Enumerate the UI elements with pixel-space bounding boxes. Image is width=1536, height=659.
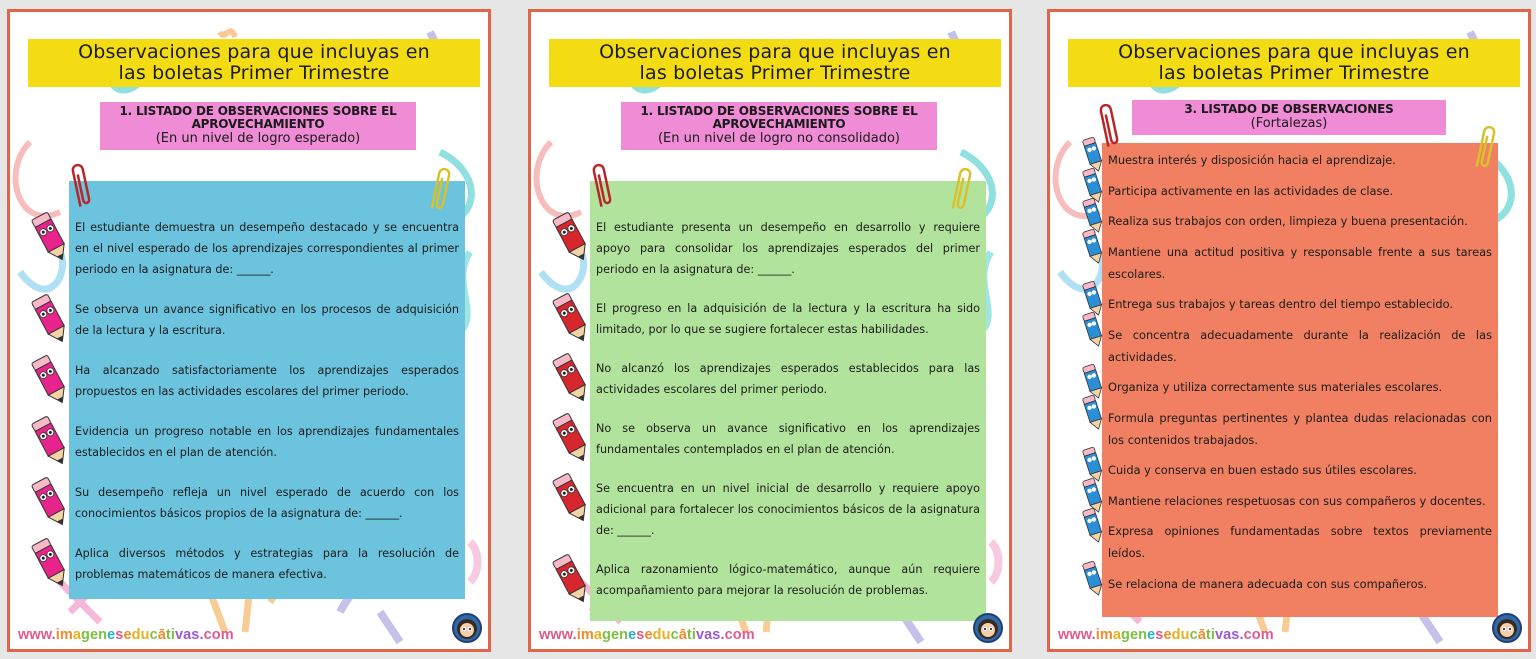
page-fortalezas (1047, 9, 1531, 652)
observation-item (1108, 459, 1492, 481)
red-paperclip-icon (1098, 100, 1120, 150)
title-line-1: Observaciones para que incluyas en (78, 41, 430, 63)
url-part: c (1189, 627, 1198, 643)
subtitle-heading-line-1: 1. LISTADO DE OBSERVACIONES SOBRE EL (119, 104, 397, 118)
url-part: du (652, 627, 671, 643)
observation-text: El progreso en la adquisición de la lectura y la escritura ha sido limitado, por lo que se sugiere fortalecer estas habilidades. (596, 302, 980, 336)
observation-text: Expresa opiniones fundamentadas sobre textos previamente leídos. (1108, 524, 1492, 560)
url-part: im (55, 627, 73, 643)
observations-panel (1102, 143, 1498, 617)
observation-item (596, 478, 980, 541)
url-part: a (1112, 627, 1122, 643)
url-part: e (1147, 627, 1156, 643)
url-part: ti (686, 627, 696, 643)
observation-item (75, 299, 459, 341)
observations-panel (69, 181, 465, 599)
url-part: ā (157, 627, 166, 643)
subtitle-level: (En un nivel de logro no consolidado) (657, 131, 900, 146)
page-title (549, 39, 1001, 87)
red-paperclip-icon (591, 160, 613, 210)
observation-item (75, 543, 459, 585)
observation-item (1108, 324, 1492, 368)
url-part: vas. (174, 627, 204, 643)
observation-item (596, 559, 980, 601)
observation-text: Ha alcanzado satisfactoriamente los aprendizajes esperados propuestos en las actividades escolares del primer periodo. (75, 364, 459, 398)
observation-text: Mantiene una actitud positiva y responsable frente a sus tareas escolares. (1108, 244, 1492, 281)
observation-item (1108, 180, 1492, 202)
url-part: www. (18, 627, 56, 643)
subtitle-heading-line-2: APROVECHAMIENTO (191, 117, 325, 131)
url-part: com (1243, 627, 1274, 643)
url-part: e (1163, 627, 1172, 643)
observation-text: Participa activamente en las actividades de clase. (1108, 183, 1394, 198)
url-part: www. (539, 627, 577, 643)
url-part: gen (1121, 627, 1148, 643)
section-subtitle (100, 102, 416, 150)
section-subtitle (1132, 100, 1446, 135)
url-part: ti (165, 627, 175, 643)
subtitle-level: (En un nivel de logro esperado) (155, 131, 361, 146)
observation-item (596, 298, 980, 340)
observation-text: Se observa un avance significativo en los procesos de adquisición de la lectura y la escritura. (75, 303, 459, 337)
observation-text: Aplica razonamiento lógico-matemático, aunque aún requiere acompañamiento para mejorar la resolución de problemas. (596, 563, 980, 597)
url-part: s (115, 627, 124, 643)
red-pencil-icon (552, 348, 592, 406)
url-part: com (724, 627, 755, 643)
url-part: e (107, 627, 116, 643)
subtitle-heading-line-2: APROVECHAMIENTO (712, 117, 846, 131)
title-line-1: Observaciones para que incluyas en (1118, 41, 1470, 63)
url-part: ti (1205, 627, 1215, 643)
url-part: im (1095, 627, 1113, 643)
url-part: gen (81, 627, 108, 643)
observation-text: Entrega sus trabajos y tareas dentro del tiempo establecido. (1108, 297, 1454, 311)
observation-text: Mantiene relaciones respetuosas con sus compañeros y docentes. (1108, 493, 1486, 508)
observation-text: No alcanzó los aprendizajes esperados establecidos para las actividades escolares del primer periodo. (596, 362, 980, 396)
observation-text: Se encuentra en un nivel inicial de desarrollo y requiere apoyo adicional para fortalecer los conocimientos básicos de la asignatura de: ______. (596, 482, 980, 537)
url-part: www. (1058, 627, 1096, 643)
pink-pencil-icon (31, 411, 71, 469)
pink-pencil-icon (31, 207, 71, 265)
observation-text: No se observa un avance significativo en los aprendizajes fundamentales contemplados en el plan de atención. (596, 422, 980, 456)
page-title (1068, 39, 1520, 87)
observation-text: Formula preguntas pertinentes y plantea dudas relacionadas con los contenidos trabajados. (1108, 410, 1492, 447)
page-title (28, 39, 480, 87)
red-pencil-icon (552, 408, 592, 466)
section-subtitle (621, 102, 937, 150)
observation-text: El estudiante demuestra un desempeño destacado y se encuentra en el nivel esperado de los aprendizajes correspondientes al primer periodo en la asignatura de: ______. (75, 221, 459, 276)
title-line-2: las boletas Primer Trimestre (639, 62, 911, 84)
observation-text: El estudiante presenta un desempeño en desarrollo y requiere apoyo para consolidar los aprendizajes esperados del primer periodo en la asignatura de: ______. (596, 221, 980, 276)
url-part: vas. (695, 627, 725, 643)
url-part: du (131, 627, 150, 643)
url-part: vas. (1214, 627, 1244, 643)
observation-item (1108, 149, 1492, 171)
website-url (1058, 627, 1274, 643)
blue-pencil-icon (1082, 393, 1104, 431)
url-part: s (636, 627, 645, 643)
url-part: e (628, 627, 637, 643)
url-part: im (576, 627, 594, 643)
observation-text: Su desempeño refleja un nivel esperado de acuerdo con los conocimientos básicos propios de la asignatura de: ______. (75, 486, 459, 520)
url-part: du (1171, 627, 1190, 643)
url-part: c (149, 627, 158, 643)
page-aprovechamiento-esperado (7, 9, 491, 652)
title-line-2: las boletas Primer Trimestre (118, 62, 390, 84)
url-part: s (1155, 627, 1164, 643)
blue-pencil-icon (1082, 506, 1104, 544)
observations-panel (590, 181, 986, 621)
yellow-paperclip-icon (1475, 122, 1497, 172)
observation-text: Organiza y utiliza correctamente sus materiales escolares. (1108, 380, 1443, 394)
pink-pencil-icon (31, 350, 71, 408)
url-part: e (644, 627, 653, 643)
blue-pencil-icon (1082, 310, 1104, 348)
logo-avatar-icon (452, 613, 482, 643)
observation-item (1108, 490, 1492, 512)
url-part: com (203, 627, 234, 643)
title-line-2: las boletas Primer Trimestre (1158, 62, 1430, 84)
observation-item (1108, 376, 1492, 398)
observation-text: Muestra interés y disposición hacia el aprendizaje. (1108, 153, 1396, 167)
title-line-1: Observaciones para que incluyas en (599, 41, 951, 63)
observation-text: Aplica diversos métodos y estrategias para la resolución de problemas matemáticos de manera efectiva. (75, 547, 459, 581)
observation-item (75, 360, 459, 402)
red-paperclip-icon (70, 160, 92, 210)
observation-item (75, 217, 459, 280)
observation-item (75, 421, 459, 463)
pink-pencil-icon (31, 472, 71, 530)
subtitle-level: (Fortalezas) (1250, 116, 1328, 131)
red-pencil-icon (552, 207, 592, 265)
observation-item (1108, 293, 1492, 315)
yellow-paperclip-icon (951, 164, 973, 214)
red-pencil-icon (552, 288, 592, 346)
observation-item (1108, 210, 1492, 232)
observation-item (596, 217, 980, 280)
red-pencil-icon (552, 468, 592, 526)
blue-pencil-icon (1082, 559, 1104, 597)
url-part: gen (602, 627, 629, 643)
observation-item (596, 358, 980, 400)
logo-avatar-icon (1492, 613, 1522, 643)
observation-item (1108, 241, 1492, 285)
page-aprovechamiento-no-consolidado (528, 9, 1012, 652)
pink-pencil-icon (31, 289, 71, 347)
url-part: e (123, 627, 132, 643)
observation-item (75, 482, 459, 524)
subtitle-heading: 3. LISTADO DE OBSERVACIONES (1184, 102, 1394, 116)
observation-text: Se relaciona de manera adecuada con sus compañeros. (1108, 576, 1428, 591)
observation-item (1108, 407, 1492, 451)
observation-item (1108, 520, 1492, 564)
website-url (539, 627, 755, 643)
observation-text: Evidencia un progreso notable en los aprendizajes fundamentales establecidos en el plan de atención. (75, 425, 459, 459)
url-part: a (593, 627, 603, 643)
logo-avatar-icon (973, 613, 1003, 643)
yellow-paperclip-icon (430, 164, 452, 214)
blue-pencil-icon (1082, 227, 1104, 265)
pink-pencil-icon (31, 533, 71, 591)
url-part: ā (1197, 627, 1206, 643)
url-part: c (670, 627, 679, 643)
observation-item (1108, 573, 1492, 595)
url-part: ā (678, 627, 687, 643)
subtitle-heading-line-1: 1. LISTADO DE OBSERVACIONES SOBRE EL (640, 104, 918, 118)
url-part: a (72, 627, 82, 643)
observation-text: Se concentra adecuadamente durante la realización de las actividades. (1108, 327, 1492, 364)
observation-text: Cuida y conserva en buen estado sus útiles escolares. (1108, 463, 1417, 477)
observation-item (596, 418, 980, 460)
website-url (18, 627, 234, 643)
red-pencil-icon (552, 549, 592, 607)
observation-text: Realiza sus trabajos con orden, limpieza y buena presentación. (1108, 214, 1468, 228)
